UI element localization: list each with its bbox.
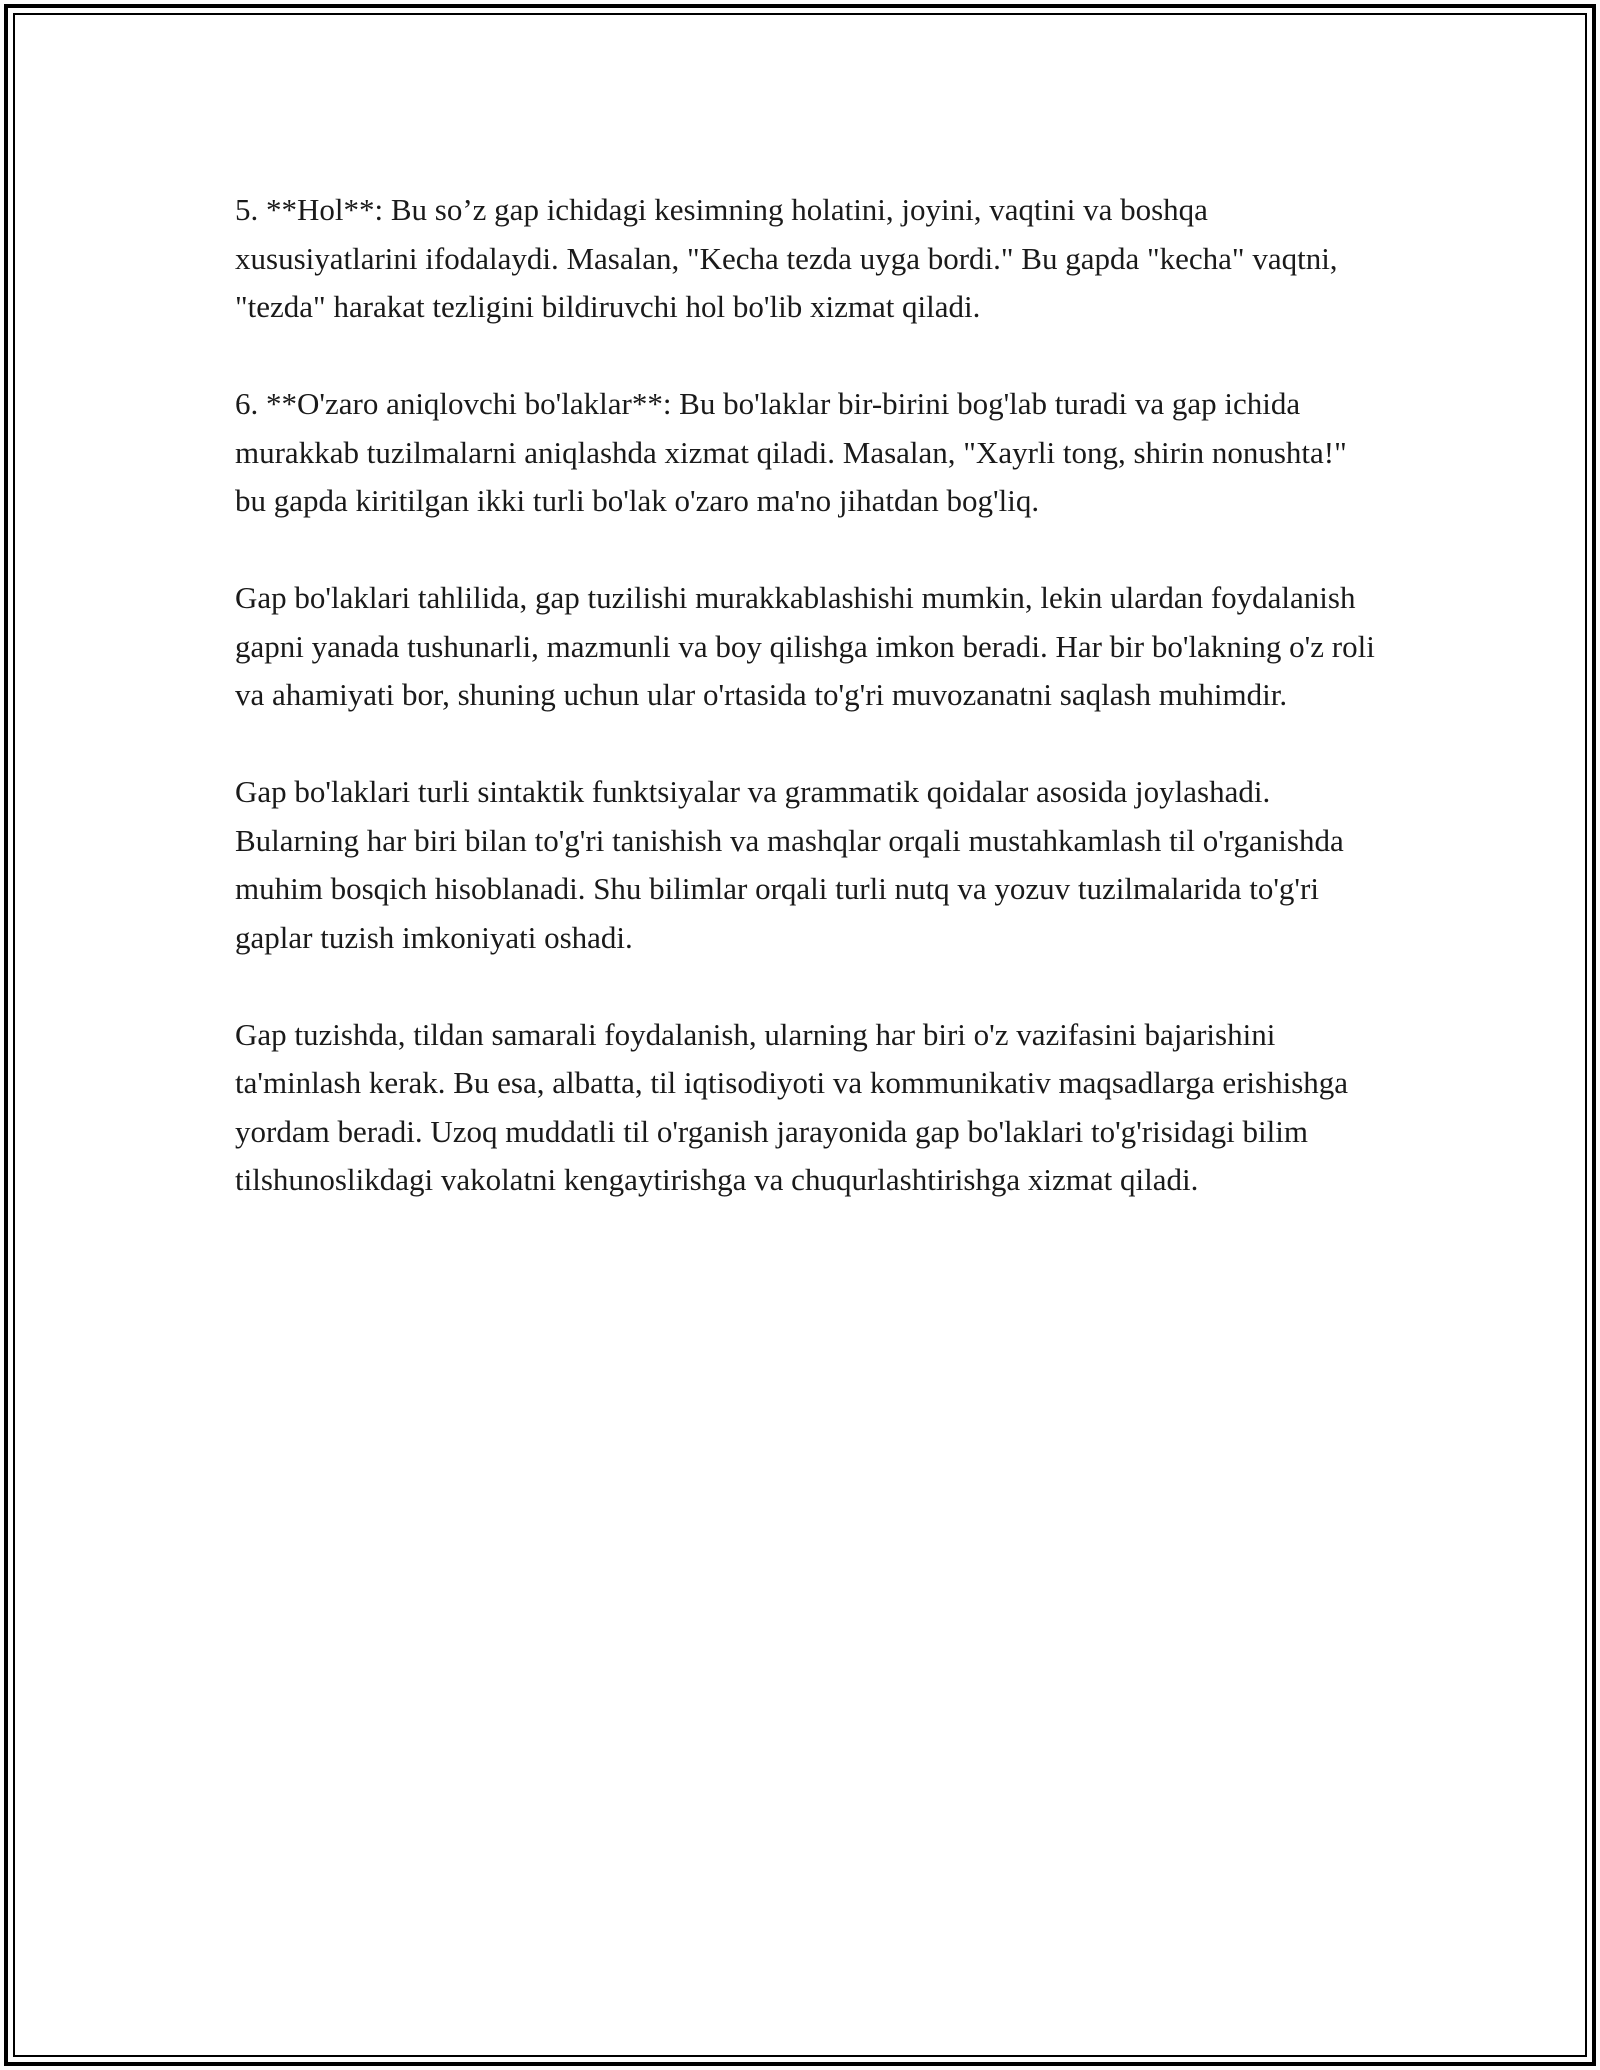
paragraph-hol: 5. **Hol**: Bu so’z gap ichidagi kesimning holatini, joyini, vaqtini va boshqa xususiyatlarini ifodalaydi. Masalan, "Kecha tezda uyga bordi." Bu gapda "kecha" vaqtni, "tezda" harakat tezligini bildiruvchi hol bo'lib xizmat qiladi. xyxy=(235,192,1338,324)
paragraph-tahlil: Gap bo'laklari tahlilida, gap tuzilishi murakkablashishi mumkin, lekin ulardan foydalanish gapni yanada tushunarli, mazmunli va boy qilishga imkon beradi. Har bir bo'lakning o'z roli va ahamiyati bor, shuning uchun ular o'rtasida to'g'ri muvozanatni saqlash muhimdir. xyxy=(235,580,1375,712)
paragraph-ozaro-aniqlovchi: 6. **O'zaro aniqlovchi bo'laklar**: Bu bo'laklar bir-birini bog'lab turadi va gap ichida murakkab tuzilmalarni aniqlashda xizmat qiladi. Masalan, "Xayrli tong, shirin nonushta!" bu gapda kiritilgan ikki turli bo'lak o'zaro ma'no jihatdan bog'liq. xyxy=(235,386,1347,518)
document-body xyxy=(235,186,1385,1253)
paragraph-sintaktik: Gap bo'laklari turli sintaktik funktsiyalar va grammatik qoidalar asosida joylashadi. Bularning har biri bilan to'g'ri tanishish va mashqlar orqali mustahkamlash til o'rganishda muhim bosqich hisoblanadi. Shu bilimlar orqali turli nutq va yozuv tuzilmalarida to'g'ri gaplar tuzish imkoniyati oshadi. xyxy=(235,774,1344,955)
paragraph-gap-tuzish: Gap tuzishda, tildan samarali foydalanish, ularning har biri o'z vazifasini bajarishini ta'minlash kerak. Bu esa, albatta, til iqtisodiyoti va kommunikativ maqsadlarga erishishga yordam beradi. Uzoq muddatli til o'rganish jarayonida gap bo'laklari to'g'risidagi bilim tilshunoslikdagi vakolatni kengaytirishga va chuqurlashtirishga xizmat qiladi. xyxy=(235,1016,1349,1197)
